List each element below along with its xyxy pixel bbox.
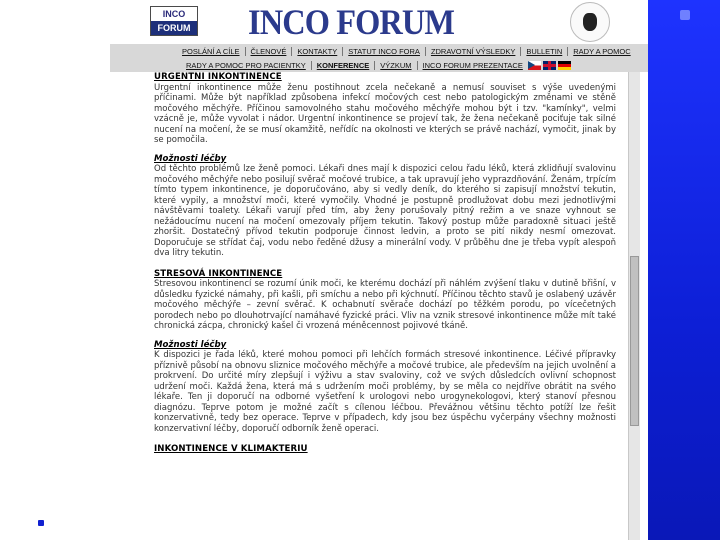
bottom-left-decoration (0, 430, 110, 540)
nav-link-inco-forum-prezentace[interactable]: INCO FORUM PREZENTACE (422, 61, 523, 70)
nav-separator (374, 61, 375, 70)
vertical-scrollbar[interactable] (628, 72, 640, 540)
nav-separator (417, 61, 418, 70)
nav-link-zdravotn-v-sledky[interactable]: ZDRAVOTNÍ VÝSLEDKY (430, 47, 516, 56)
flag-cz-icon[interactable] (528, 61, 541, 70)
nav-link-posl-n-a-c-le[interactable]: POSLÁNÍ A CÍLE (182, 47, 240, 56)
nav-link-statut-inco-fora[interactable]: STATUT INCO FORA (348, 47, 420, 56)
nav-separator (425, 47, 426, 56)
nav-separator (245, 47, 246, 56)
nav-separator (520, 47, 521, 56)
browser-viewport (110, 0, 648, 540)
section-subtitle: Možnosti léčby (154, 339, 227, 350)
site-header (110, 0, 648, 44)
emblem-icon (570, 2, 610, 42)
section-subtext: K dispozici je řada léků, které mohou pomoci při lehčích formách stresové inkontinence. Léčivé přípravky příznivě působí na obnovu sliznice močového měchýře a močové trubice, ale především na jejich uvolnění a prokrvení. Do určité míry zlepšují i výživu a stav svaloviny, což ve svých důsledcích ovlivní schopnost udržení moči. Každá žena, která má s udržením moči problémy, by se měla co nejdříve obrátit na svého lékaře. Ten ji doporučí na odborné vyšetření k urologovi nebo urogynekologovi, který stanoví přesnou diagnózu. Teprve potom je možné začít s cílenou léčbou. Převážnou většinu těchto potíží lze řešit konzervativně, tedy bez operace. Teprve v případech, kdy jsou bez úspěchu vyčerpány všechny možnosti konzervativní léčby, doporučí odborník ženě operaci. (154, 350, 616, 434)
scrollbar-thumb[interactable] (630, 256, 639, 426)
nav-separator (311, 61, 312, 70)
navigation-bar (110, 44, 648, 72)
emblem-figure-icon (583, 13, 597, 31)
nav-row-1 (110, 45, 648, 58)
nav-link-kontakty[interactable]: KONTAKTY (297, 47, 338, 56)
nav-separator (291, 47, 292, 56)
nav-link-rady-a-pomoc[interactable]: RADY A POMOC (573, 47, 631, 56)
site-logo[interactable] (150, 6, 198, 36)
section-stress (154, 269, 616, 435)
section-subtitle: Možnosti léčby (154, 153, 227, 164)
section-subtext: Od těchto problémů lze ženě pomoci. Lékaři dnes mají k dispozici celou řadu léků, která zklidňují svalovinu močového měchýře nebo posilují svěrač močové trubice, a tak upravují jeho vyprazdňování. Ženám, trpícím tímto typem inkontinence, je doporučováno, aby si vedly deník, do kterého si zapisují množství tekutin, které vypily, a množství moči, které vymočily. Vhodné je postupně prodlužovat dobu mezi jednotlivými návštěvami toalety. Lékaři varují před tím, aby ženy porušovaly pitný režim a ve snaze vyhnout se nežádoucímu nucení na močení omezovaly příjem tekutin. Takový postup může paradoxně situaci ještě zhoršit. Dostatečný přívod tekutin podporuje činnost ledvin, a proto se pití nikdy nesmí omezovat. Doporučuje se střídat čaj, vodu nebo ředěné džusy a minerální vody. V průběhu dne je třeba vypít alespoň dva litry tekutin. (154, 164, 616, 258)
nav-separator (567, 47, 568, 56)
nav-link-konference[interactable]: KONFERENCE (316, 61, 370, 70)
section-urgent (154, 72, 616, 259)
logo-top-text: INCO (151, 7, 197, 21)
nav-link-rady-a-pomoc-pro-pacientky[interactable]: RADY A POMOC PRO PACIENTKY (186, 61, 306, 70)
flag-uk-icon[interactable] (543, 61, 556, 70)
section-title: STRESOVÁ INKONTINENCE (154, 268, 283, 279)
decoration-square (680, 10, 690, 20)
nav-link--lenov-[interactable]: ČLENOVÉ (250, 47, 287, 56)
site-title: INCO FORUM (248, 2, 455, 42)
section-text: Stresovou inkontinencí se rozumí únik moči, ke kterému dochází při náhlém zvýšení tlaku v dutině břišní, v důsledku fyzické námahy, při kašli, při smíchu a nebo při kýchnutí. Příčinou těchto stavů je oslabený uzávěr močového měchýře – zevní svěrač. K ochabnutí svěrače dochází po těžkém porodu, po vícečetných porodech nebo po dlouhotrvající namáhavé fyzické práci. Vliv na vznik stresové inkontinence může mít také chronická zácpa, chronický kašel či vrozená méněcennost pojivové tkáně. (154, 279, 616, 331)
side-decoration-panel (648, 0, 720, 540)
flag-de-icon[interactable] (558, 61, 571, 70)
nav-link-bulletin[interactable]: BULLETIN (526, 47, 563, 56)
section-title: INKONTINENCE V KLIMAKTERIU (154, 444, 308, 454)
section-text: Urgentní inkontinence může ženu postihnout zcela nečekaně a nemusí souviset s výše uvedenými příčinami. Může být například způsobena infekcí močových cest nebo patologickým změnami ve stěně močového měchýře. Příčinou samovolného stahu močového měchýře mohou být i tzv. "kamínky", velmi vzácně je, může vyvolat i nádor. Urgentní inkontinence se projeví tak, že žena nečekaně pociťuje tak silné nucení na močení, že se musí okamžitě, neřídíc na okolnosti ve kterých se právě nachází, vymočit, jinak by se pomočila. (154, 82, 616, 145)
nav-link-v-zkum[interactable]: VÝZKUM (380, 61, 412, 70)
section-title: URGENTNÍ INKONTINENCE (154, 72, 282, 82)
logo-bottom-text: FORUM (151, 21, 197, 35)
section-klimakterium (154, 444, 616, 455)
nav-separator (342, 47, 343, 56)
nav-row-2 (110, 59, 648, 72)
decoration-dot (38, 520, 44, 526)
article-content (154, 72, 616, 540)
